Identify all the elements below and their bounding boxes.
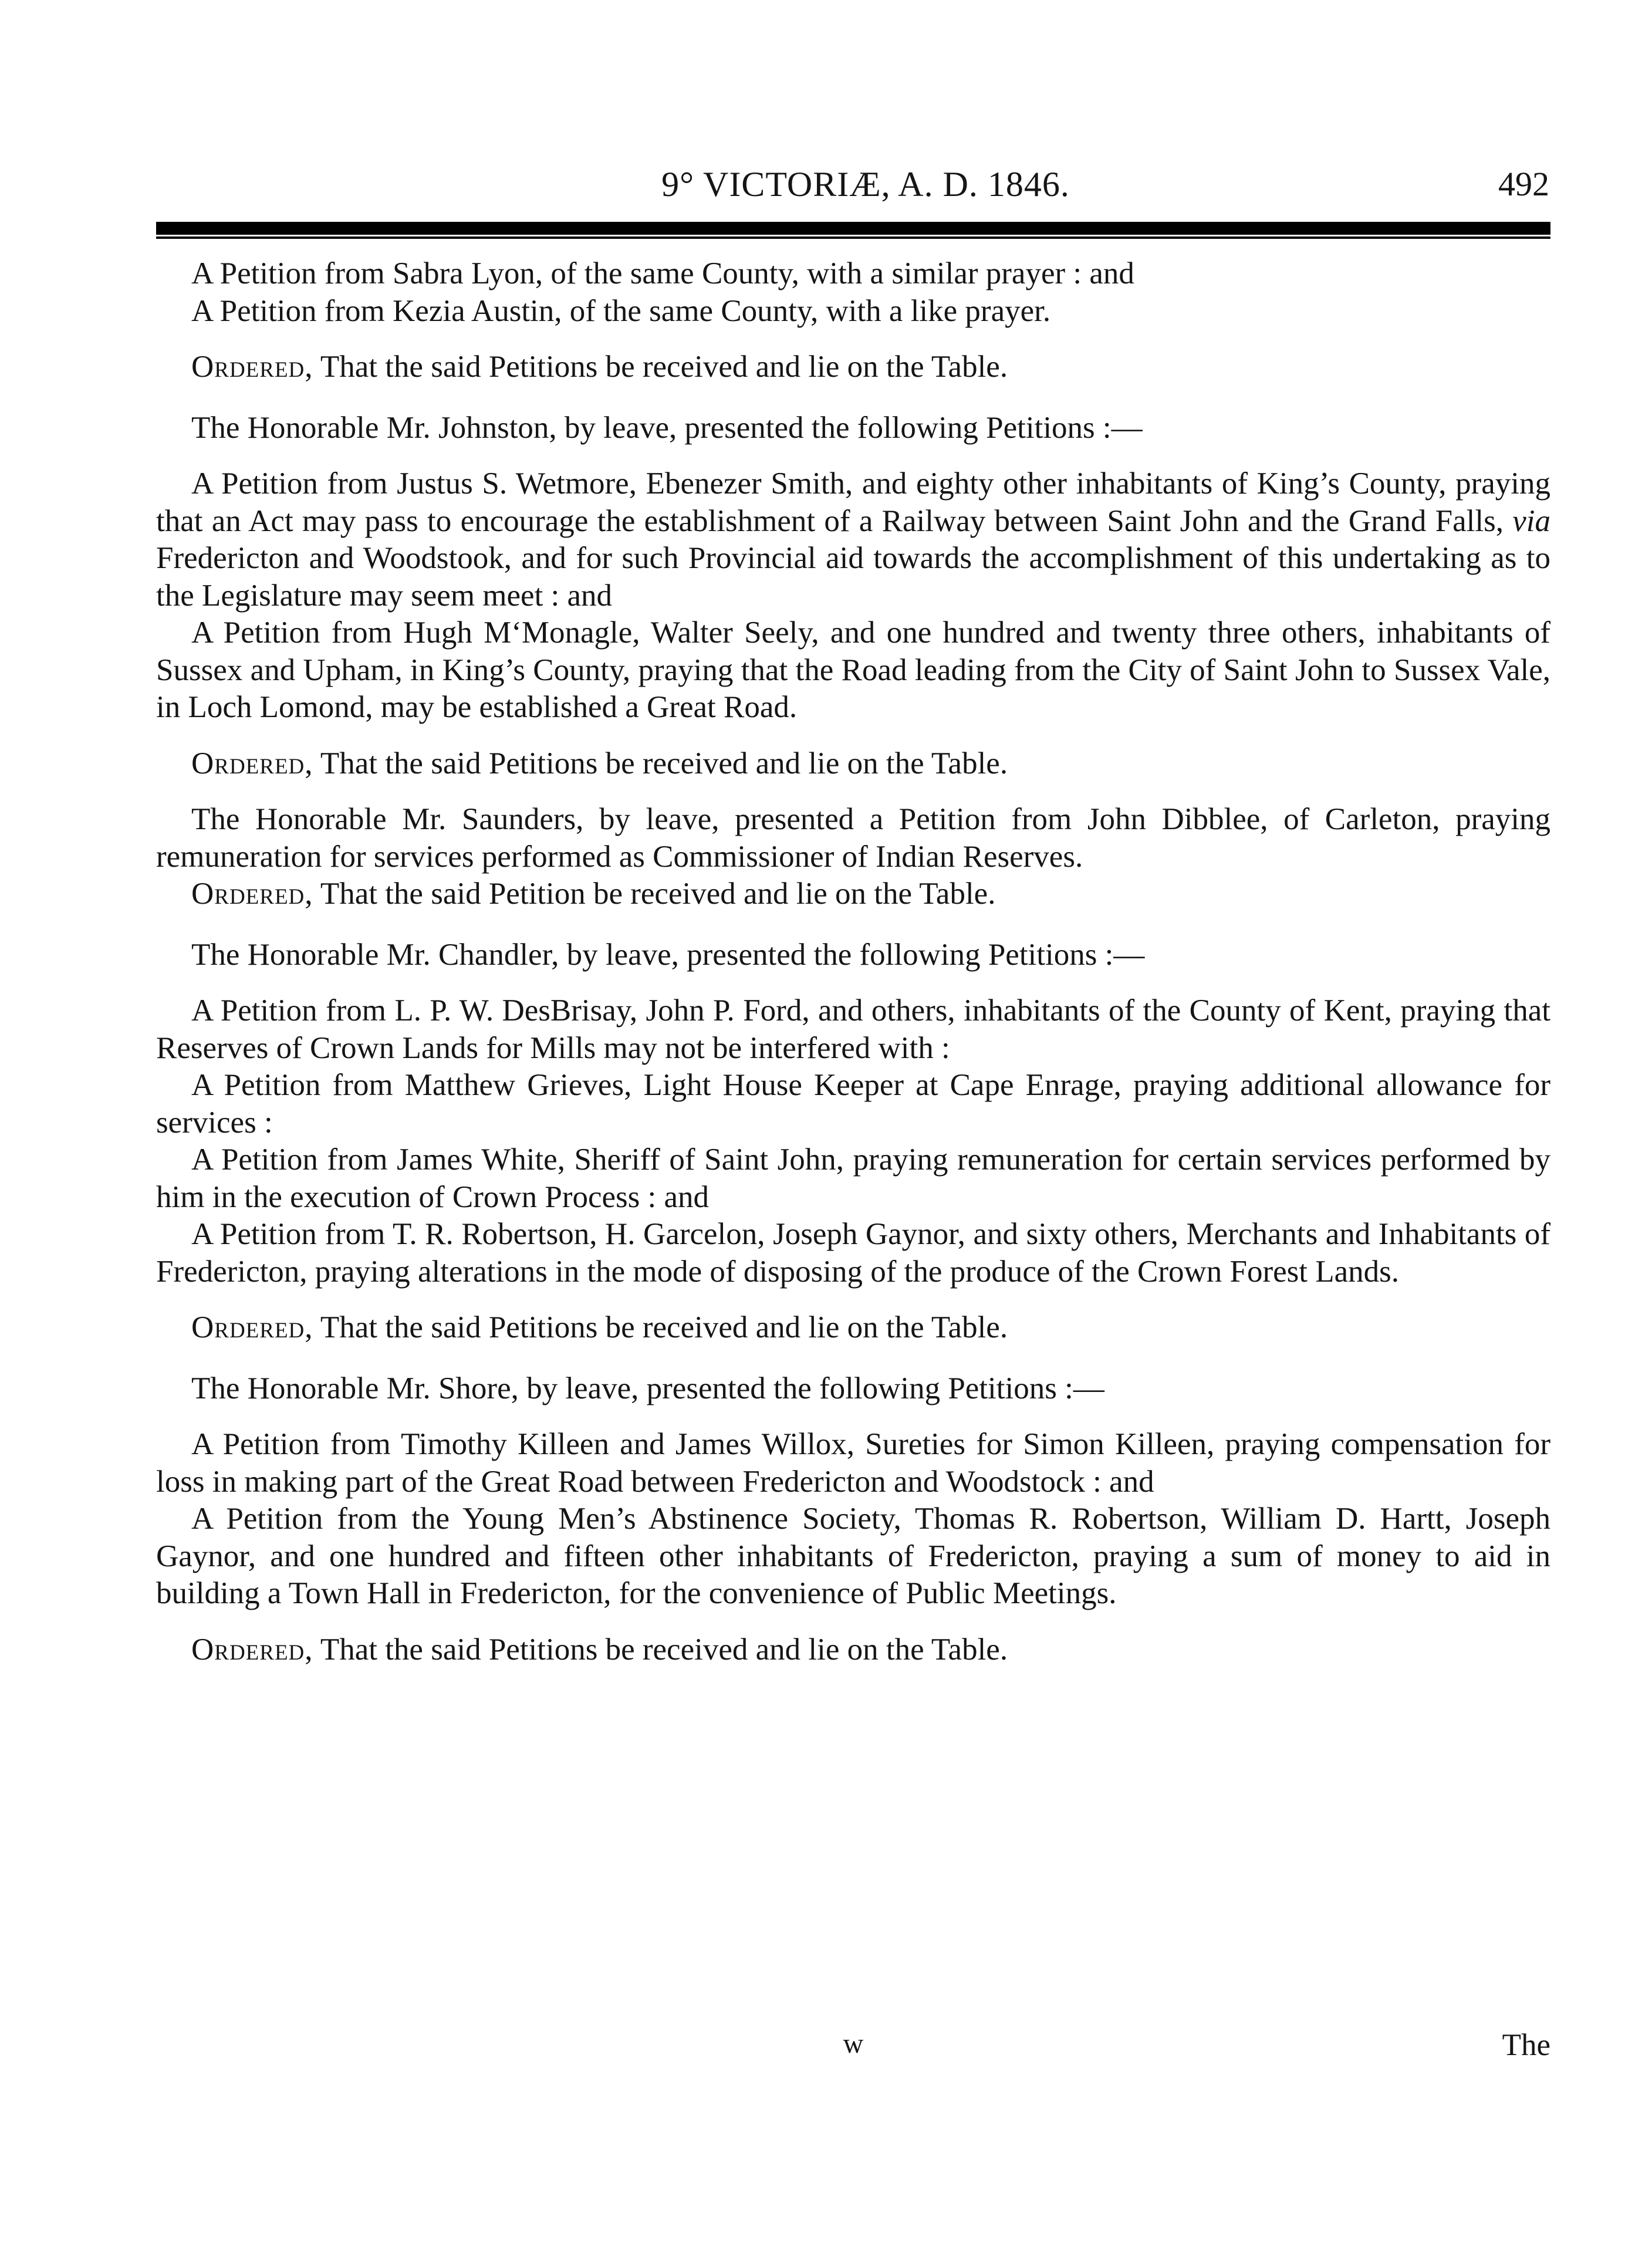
petition-sabra-lyon: A Petition from Sabra Lyon, of the same County, with a similar prayer : and [191, 256, 1134, 290]
shore-presentation: The Honorable Mr. Shore, by leave, presented the following Petitions :— [191, 1371, 1104, 1405]
page-footer [156, 2027, 1550, 2069]
petition-white: A Petition from James White, Sheriff of Saint John, praying remuneration for certain services performed by him in the execution of Crown Process : and [156, 1143, 1550, 1214]
johnston-presentation: The Honorable Mr. Johnston, by leave, presented the following Petitions :— [191, 410, 1143, 445]
ordered-label: Ordered, [191, 350, 313, 384]
catchword: The [1502, 2028, 1550, 2062]
order-line: Ordered, That the said Petition be received and lie on the Table. [191, 877, 996, 911]
petition-mmonagle: A Petition from Hugh M‘Monagle, Walter Seely, and one hundred and twenty three others, inhabitants of Sussex and Upham, in King’s County, praying that the Road leading from the City of Saint John to Sussex Vale, in Loch Lomond, may be established a Great Road. [156, 616, 1550, 724]
chandler-presentation: The Honorable Mr. Chandler, by leave, presented the following Petitions :— [191, 937, 1145, 972]
ordered-label: Ordered, [191, 746, 313, 780]
order-line: Ordered, That the said Petitions be received and lie on the Table. [191, 746, 1008, 780]
petition-grieves: A Petition from Matthew Grieves, Light House Keeper at Cape Enrage, praying additional allowance for services : [156, 1068, 1550, 1140]
ordered-label: Ordered, [191, 1310, 313, 1344]
petition-desbrisay: A Petition from L. P. W. DesBrisay, John P. Ford, and others, inhabitants of the County of Kent, praying that Reserves of Crown Lands for Mills may not be interfered with : [156, 993, 1550, 1065]
journal-body [156, 255, 1550, 1668]
order-line: Ordered, That the said Petitions be received and lie on the Table. [191, 1632, 1008, 1667]
ordered-label: Ordered, [191, 877, 313, 911]
order-line: Ordered, That the said Petitions be received and lie on the Table. [191, 1310, 1008, 1344]
order-line: Ordered, That the said Petitions be received and lie on the Table. [191, 350, 1008, 384]
header-rule [156, 222, 1550, 235]
page-number: 492 [1498, 165, 1549, 203]
ordered-label: Ordered, [191, 1632, 313, 1667]
page-header [182, 164, 1549, 217]
petition-kezia-austin: A Petition from Kezia Austin, of the same County, with a like prayer. [191, 293, 1051, 328]
saunders-presentation: The Honorable Mr. Saunders, by leave, presented a Petition from John Dibblee, of Carleton, praying remuneration for services performed as Commissioner of Indian Reserves. [156, 802, 1550, 874]
running-title: 9° VICTORIÆ, A. D. 1846. [661, 165, 1070, 204]
petition-killeen: A Petition from Timothy Killeen and James Willox, Sureties for Simon Killeen, praying compensation for loss in making part of the Great Road between Fredericton and Woodstock : and [156, 1427, 1550, 1499]
signature-mark: w [843, 2028, 864, 2059]
petition-robertson: A Petition from T. R. Robertson, H. Garcelon, Joseph Gaynor, and sixty others, Merchants and Inhabitants of Fredericton, praying alterations in the mode of disposing of the produce of the Crown Forest Lands. [156, 1217, 1550, 1289]
petition-wetmore: A Petition from Justus S. Wetmore, Ebenezer Smith, and eighty other inhabitants of King’s County, praying that an Act may pass to encourage the establishment of a Railway between Saint John and the Grand Falls, via Fredericton and Woodstook, and for such Provincial aid towards the accomplishment of this undertaking as to the Legislature may seem meet : and [156, 467, 1550, 613]
petition-abstinence-society: A Petition from the Young Men’s Abstinence Society, Thomas R. Robertson, William D. Hartt, Joseph Gaynor, and one hundred and fifteen other inhabitants of Fredericton, praying a sum of money to aid in building a Town Hall in Fredericton, for the convenience of Public Meetings. [156, 1502, 1550, 1610]
